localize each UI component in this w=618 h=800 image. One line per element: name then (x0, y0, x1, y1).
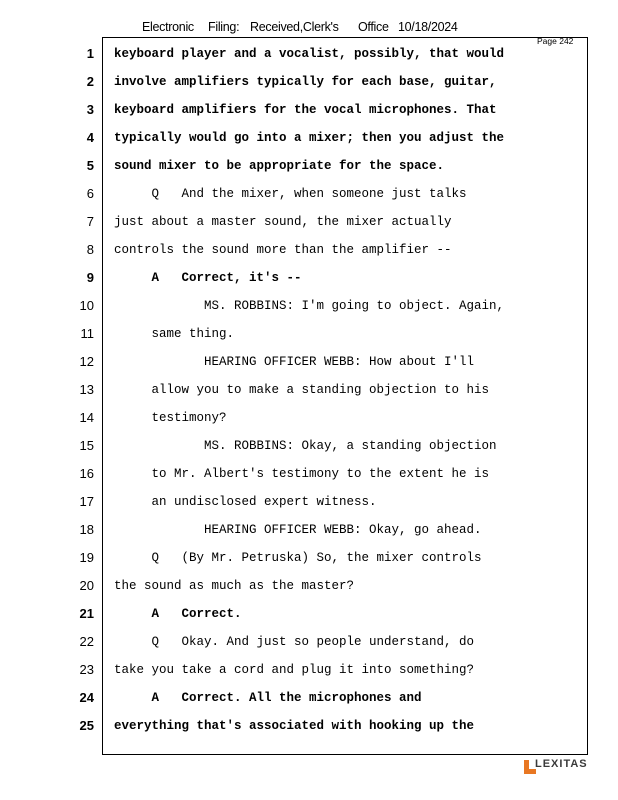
header-filing: Filing: (208, 20, 240, 34)
line-number: 18 (79, 522, 94, 537)
line-number: 19 (79, 550, 94, 565)
line-number: 23 (79, 662, 94, 677)
line-number: 1 (86, 46, 94, 61)
line-number: 4 (86, 130, 94, 145)
line-number: 6 (86, 186, 94, 201)
line-number: 11 (80, 326, 94, 341)
line-number: 20 (79, 578, 94, 593)
line-number: 8 (86, 242, 94, 257)
lexitas-logo-text: LEXITAS (535, 758, 588, 770)
line-number: 7 (86, 214, 94, 229)
page-number: Page 242 (537, 36, 574, 46)
transcript-line: MS. ROBBINS: I'm going to object. Again, (114, 299, 505, 313)
transcript-line: controls the sound more than the amplifier -- (114, 243, 452, 257)
line-number: 16 (79, 466, 94, 481)
transcript-line: testimony? (114, 411, 227, 425)
transcript-line: to Mr. Albert's testimony to the extent he is (114, 467, 490, 481)
transcript-line: take you take a cord and plug it into something? (114, 663, 475, 677)
transcript-line: HEARING OFFICER WEBB: How about I'll (114, 355, 475, 369)
header-electronic: Electronic (142, 20, 194, 34)
line-number: 25 (79, 718, 94, 733)
line-number: 22 (79, 634, 94, 649)
line-number: 9 (86, 270, 94, 285)
transcript-line: A Correct. All the microphones and (114, 691, 422, 705)
line-number: 17 (79, 494, 94, 509)
lexitas-logo (524, 758, 594, 776)
line-number: 15 (79, 438, 94, 453)
transcript-line: Q And the mixer, when someone just talks (114, 187, 467, 201)
line-number: 13 (79, 382, 94, 397)
transcript-line: just about a master sound, the mixer actually (114, 215, 452, 229)
line-number: 14 (79, 410, 94, 425)
line-number: 10 (79, 298, 94, 313)
filing-header (0, 20, 618, 36)
line-number: 5 (86, 158, 94, 173)
transcript-line: A Correct, it's -- (114, 271, 302, 285)
header-office: Office (358, 20, 389, 34)
transcript-line: MS. ROBBINS: Okay, a standing objection (114, 439, 497, 453)
transcript-line: HEARING OFFICER WEBB: Okay, go ahead. (114, 523, 482, 537)
transcript-line: Q (By Mr. Petruska) So, the mixer controls (114, 551, 482, 565)
transcript-line: the sound as much as the master? (114, 579, 355, 593)
transcript-line: typically would go into a mixer; then you adjust the (114, 131, 505, 145)
transcript-line: allow you to make a standing objection to his (114, 383, 490, 397)
transcript-line: sound mixer to be appropriate for the space. (114, 159, 445, 173)
transcript-line: an undisclosed expert witness. (114, 495, 377, 509)
line-number: 12 (79, 354, 94, 369)
line-number: 2 (86, 74, 94, 89)
header-date: 10/18/2024 (398, 20, 458, 34)
transcript-line: same thing. (114, 327, 235, 341)
line-number: 3 (86, 102, 94, 117)
transcript-line: involve amplifiers typically for each base, guitar, (114, 75, 497, 89)
header-received: Received,Clerk's (250, 20, 339, 34)
line-number: 21 (79, 606, 94, 621)
line-number: 24 (79, 690, 94, 705)
transcript-line: A Correct. (114, 607, 242, 621)
transcript-line: everything that's associated with hooking up the (114, 719, 475, 733)
transcript-line: keyboard player and a vocalist, possibly, that would (114, 47, 505, 61)
transcript-line: keyboard amplifiers for the vocal microphones. That (114, 103, 497, 117)
transcript-line: Q Okay. And just so people understand, do (114, 635, 475, 649)
